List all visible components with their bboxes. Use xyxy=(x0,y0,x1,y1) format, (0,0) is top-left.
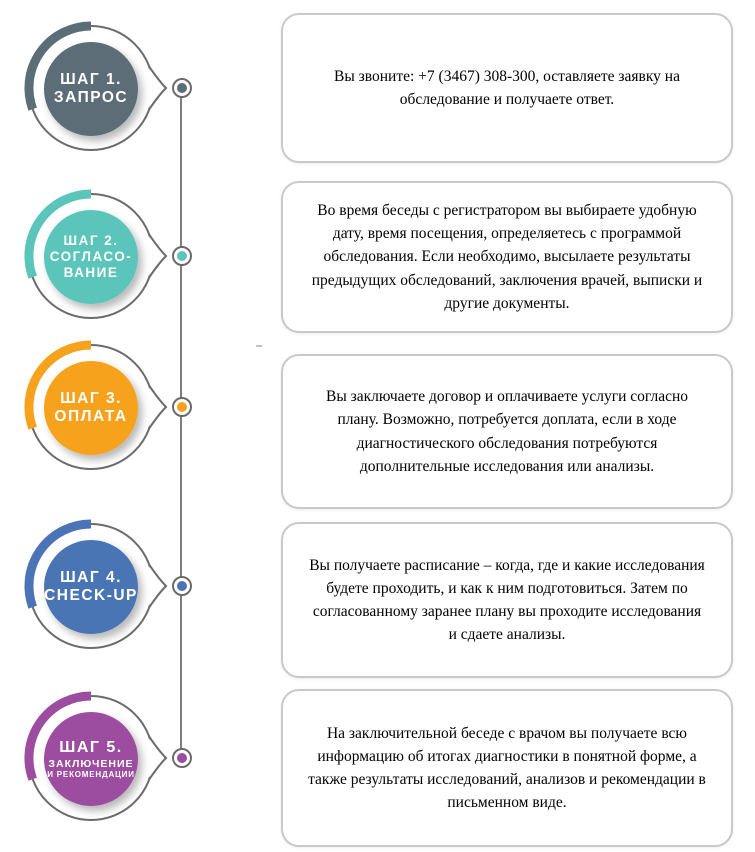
step-1-description: Вы звоните: +7 (3467) 308-300, оставляете заявку на обследование и получаете ответ. xyxy=(334,67,680,108)
timeline-node-3 xyxy=(170,395,194,419)
step-label-line: ШАГ 4. xyxy=(60,568,122,586)
stray-mark xyxy=(256,345,262,347)
node-dot xyxy=(177,83,187,93)
timeline-node-5 xyxy=(170,746,194,770)
step-label-line: И РЕКОМЕНДАЦИИ xyxy=(47,769,135,779)
step-2-description: Во время беседы с регистратором вы выбираете удобную дату, время посещения, определяетесь с программой обследования. Если необходимо, высылаете результаты предыдущих обследований, заключения врачей, выписки и другие документы. xyxy=(311,201,703,312)
step-label-line: ОПЛАТА xyxy=(54,408,128,425)
step-label-line: ШАГ 3. xyxy=(60,389,122,407)
step-label-line: ЗАКЛЮЧЕНИЕ xyxy=(48,757,134,770)
step-label-line: ШАГ 2. xyxy=(63,233,119,249)
timeline-node-1 xyxy=(170,76,194,100)
step-3-badge xyxy=(6,322,176,492)
step-4-card xyxy=(281,522,733,678)
step-3-description: Вы заключаете договор и оплачиваете услуги согласно плану. Возможно, потребуется доплата, если в ходе диагностического обследования потребуются дополнительные исследования или анализы. xyxy=(326,388,688,475)
badge-pointer-tail xyxy=(149,386,166,428)
step-label-line: ВАНИЕ xyxy=(63,264,119,280)
step-3-card xyxy=(281,354,733,509)
step-label-line: ШАГ 1. xyxy=(60,70,122,88)
step-4-description: Вы получаете расписание – когда, где и какие исследования будете проходить, и как к ним подготовиться. Затем по согласованному заранее плану вы проходите исследования и сдаете анализы. xyxy=(309,556,705,644)
step-label-line: ЗАПРОС xyxy=(53,89,129,106)
step-label-line: СОГЛАСО- xyxy=(49,249,133,265)
step-4-badge xyxy=(6,501,176,671)
node-dot xyxy=(177,402,187,412)
step-5-badge xyxy=(6,673,176,843)
step-1-badge xyxy=(6,3,176,173)
badge-pointer-tail xyxy=(149,565,166,607)
step-2-card xyxy=(281,181,733,333)
badge-pointer-tail xyxy=(149,235,166,277)
step-2-label xyxy=(44,209,138,305)
timeline-node-4 xyxy=(170,574,194,598)
badge-pointer-tail xyxy=(149,67,166,109)
step-1-card xyxy=(281,13,733,163)
node-dot xyxy=(177,753,187,763)
step-5-card xyxy=(281,689,733,847)
step-label-line: CHECK-UP xyxy=(44,587,138,604)
step-2-badge xyxy=(6,171,176,341)
step-5-label xyxy=(44,711,138,807)
node-dot xyxy=(177,581,187,591)
step-5-description: На заключительной беседе с врачом вы получаете всю информацию об итогах диагностики в понятной форме, а также результаты исследований, анализов и рекомендации в письменном виде. xyxy=(308,724,706,812)
step-3-label xyxy=(44,360,138,456)
step-4-label xyxy=(44,539,138,635)
step-1-label xyxy=(44,41,138,137)
timeline-line xyxy=(180,88,182,758)
badge-pointer-tail xyxy=(149,737,166,779)
timeline-node-2 xyxy=(170,244,194,268)
node-dot xyxy=(177,251,187,261)
step-label-line: ШАГ 5. xyxy=(59,738,123,756)
